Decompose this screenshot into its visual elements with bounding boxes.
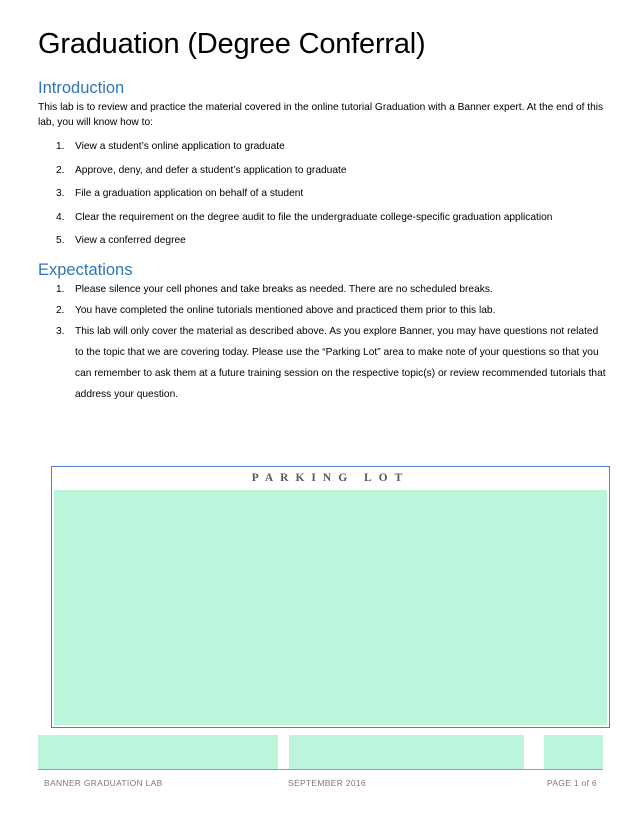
list-item: 2. Approve, deny, and defer a student’s application to graduate (56, 164, 347, 176)
introduction-text: This lab is to review and practice the material covered in the online tutorial Graduation with a Banner expert. At the end of this lab, you will know how to: (38, 102, 604, 128)
list-item: 3. This lab will only cover the material as described above. As you explore Banner, you may have questions not related to the topic that we are covering today. Please use the “Parking Lot” area to make note of your questions so that you can remember to ask them at a future training session on the respective topic(s) or review recommended tutorials that address your question. (56, 326, 606, 400)
introduction-heading: Introduction (38, 79, 125, 97)
parking-lot-area[interactable] (54, 490, 607, 725)
footer-page-number: PAGE 1 of 6 (547, 778, 597, 788)
footer-left: BANNER GRADUATION LAB (44, 778, 163, 788)
list-item: 1. View a student’s online application to graduate (56, 141, 285, 152)
parking-lot-box (51, 466, 610, 728)
footer-band-right (544, 735, 603, 769)
objectives-list (38, 139, 608, 257)
list-item: 4. Clear the requirement on the degree audit to file the undergraduate college-specific graduation application (56, 211, 553, 223)
list-item: 2. You have completed the online tutorials mentioned above and practiced them prior to this lab. (56, 305, 496, 316)
expectations-heading: Expectations (38, 261, 133, 279)
page-title: Graduation (Degree Conferral) (38, 28, 426, 60)
footer-band-center (289, 735, 524, 769)
footer-center: SEPTEMBER 2016 (288, 778, 366, 788)
parking-lot-label: PARKING LOT (251, 472, 410, 484)
footer-band-left (38, 735, 278, 769)
list-item: 1. Please silence your cell phones and take breaks as needed. There are no scheduled breaks. (56, 284, 493, 295)
list-item: 5. View a conferred degree (56, 235, 186, 246)
footer-divider (38, 769, 603, 770)
expectations-list (38, 279, 608, 405)
list-item: 3. File a graduation application on behalf of a student (56, 188, 304, 199)
